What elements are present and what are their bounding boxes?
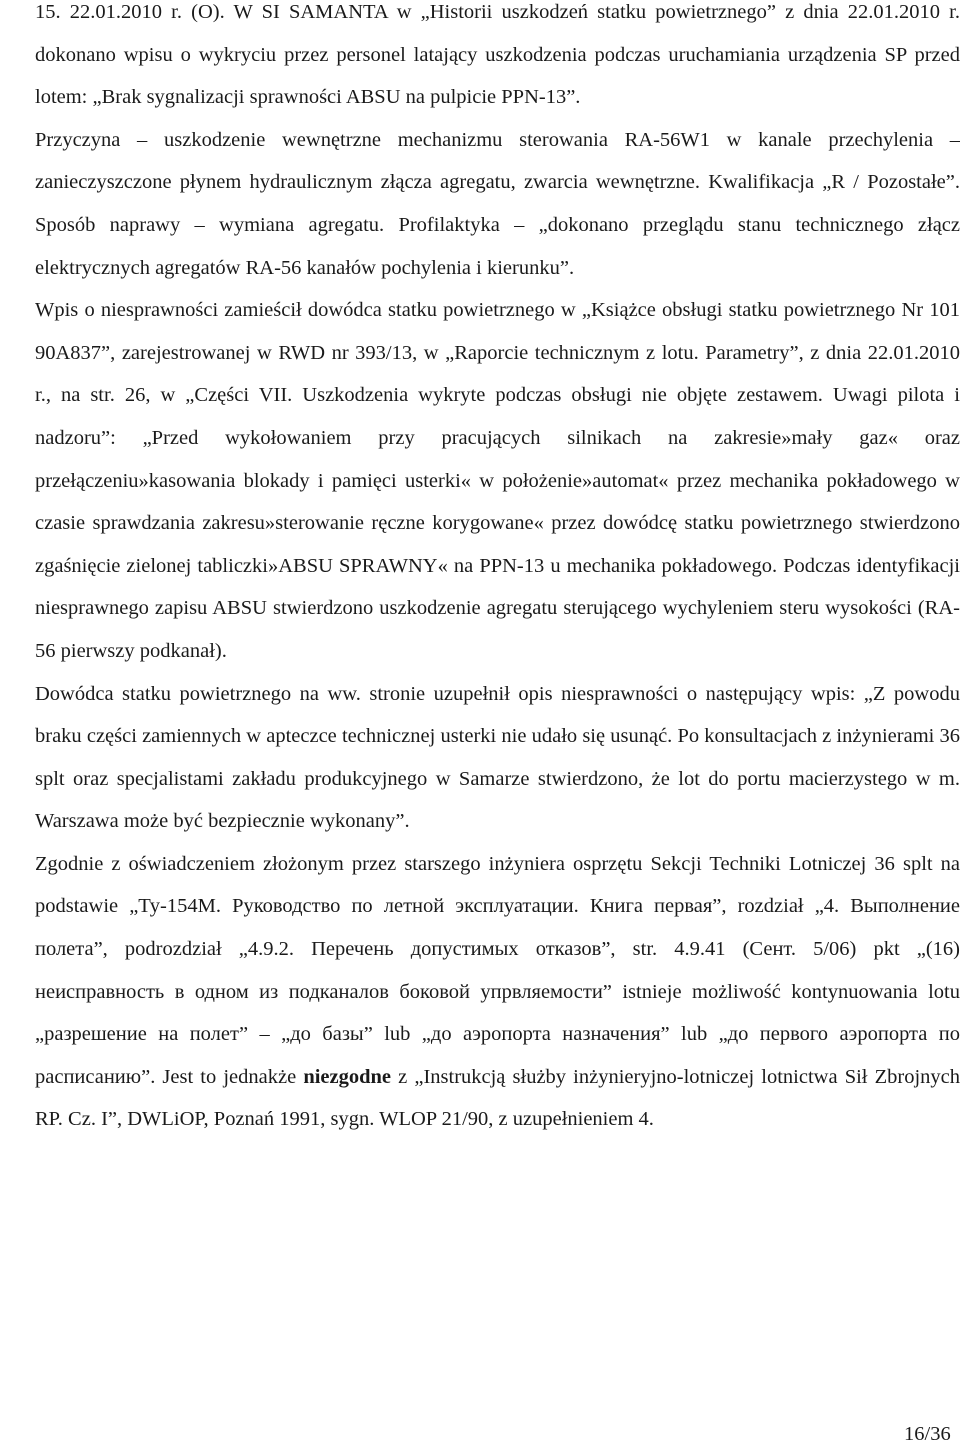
statement-text-post: z „Instrukcją służby inżynieryjno-lotniczej lotnictwa Sił Zbrojnych RP. Cz. I”, DWLiOP, Poznań 1991, sygn. WLOP 21/90, z uzupełnieniem 4. (35, 1065, 960, 1131)
paragraph-entry: Wpis o niesprawności zamieścił dowódca statku powietrznego w „Książce obsługi statku powietrznego Nr 101 90A837”, zarejestrowanej w RWD nr 393/13, w „Raporcie technicznym z lotu. Parametry”, z dnia 22.01.2010 r., na str. 26, w „Części VII. Uszkodzenia wykryte podczas obsługi nie objęte zestawem. Uwagi pilota i nadzoru”: „Przed wykołowaniem przy pracujących silnikach na zakresie»mały gaz« oraz przełączeniu»kasowania blokady i pamięci usterki« w położenie»automat« przez mechanika pokładowego w czasie sprawdzania zakresu»sterowanie ręczne korygowane« przez dowódcę statku powietrznego stwierdzono zgaśnięcie zielonej tabliczki»ABSU SPRAWNY« na PPN-13 u mechanika pokładowego. Podczas identyfikacji niesprawnego zapisu ABSU stwierdzono uszkodzenie agregatu sterującego wychyleniem steru wysokości (RA-56 pierwszy podkanał). (35, 299, 960, 662)
paragraph-statement (35, 843, 960, 1141)
document-page (35, 0, 960, 1141)
statement-text-pre: Zgodnie z oświadczeniem złożonym przez starszego inżyniera osprzętu Sekcji Techniki Lotniczej 36 splt na podstawie „Ту-154М. Руководство по летной эксплуатации. Книга первая”, rozdział „4. Выполнение полета”, podrozdział „4.9.2. Перечень допустимых отказов”, str. 4.9.41 (Сент. 5/06) pkt „(16) неисправность в одном из подканалов боковой упрвляемости” istnieje możliwość kontynuowania lotu „разрешение на полет” – „до базы” lub „до аэропорта назначения” lub „до первого аэропорта по расписанию”. Jest to jednakże (35, 852, 960, 1088)
paragraph-item-15: 15. 22.01.2010 r. (O). W SI SAMANTA w „Historii uszkodzeń statku powietrznego” z dnia 22.01.2010 r. dokonano wpisu o wykryciu przez personel latający uszkodzenia podczas uruchamiania urządzenia SP przed lotem: „Brak sygnalizacji sprawności ABSU na pulpicie PPN-13”. (35, 1, 960, 109)
page-number: 16/36 (904, 1423, 951, 1445)
paragraph-cause: Przyczyna – uszkodzenie wewnętrzne mechanizmu sterowania RA-56W1 w kanale przechylenia – zanieczyszczone płynem hydraulicznym złącza agregatu, zwarcia wewnętrzne. Kwalifikacja „R / Pozostałe”. Sposób naprawy – wymiana agregatu. Profilaktyka – „dokonano przeglądu stanu technicznego złącz elektrycznych agregatów RA-56 kanałów pochylenia i kierunku”. (35, 128, 960, 279)
paragraph-commander: Dowódca statku powietrznego na ww. stronie uzupełnił opis niesprawności o następujący wpis: „Z powodu braku części zamiennych w apteczce technicznej usterki nie udało się usunąć. Po konsultacjach z inżynierami 36 splt oraz specjalistami zakładu produkcyjnego w Samarze stwierdzono, że lot do portu macierzystego w m. Warszawa może być bezpiecznie wykonany”. (35, 682, 960, 833)
statement-emphasis: niezgodne (303, 1065, 392, 1088)
